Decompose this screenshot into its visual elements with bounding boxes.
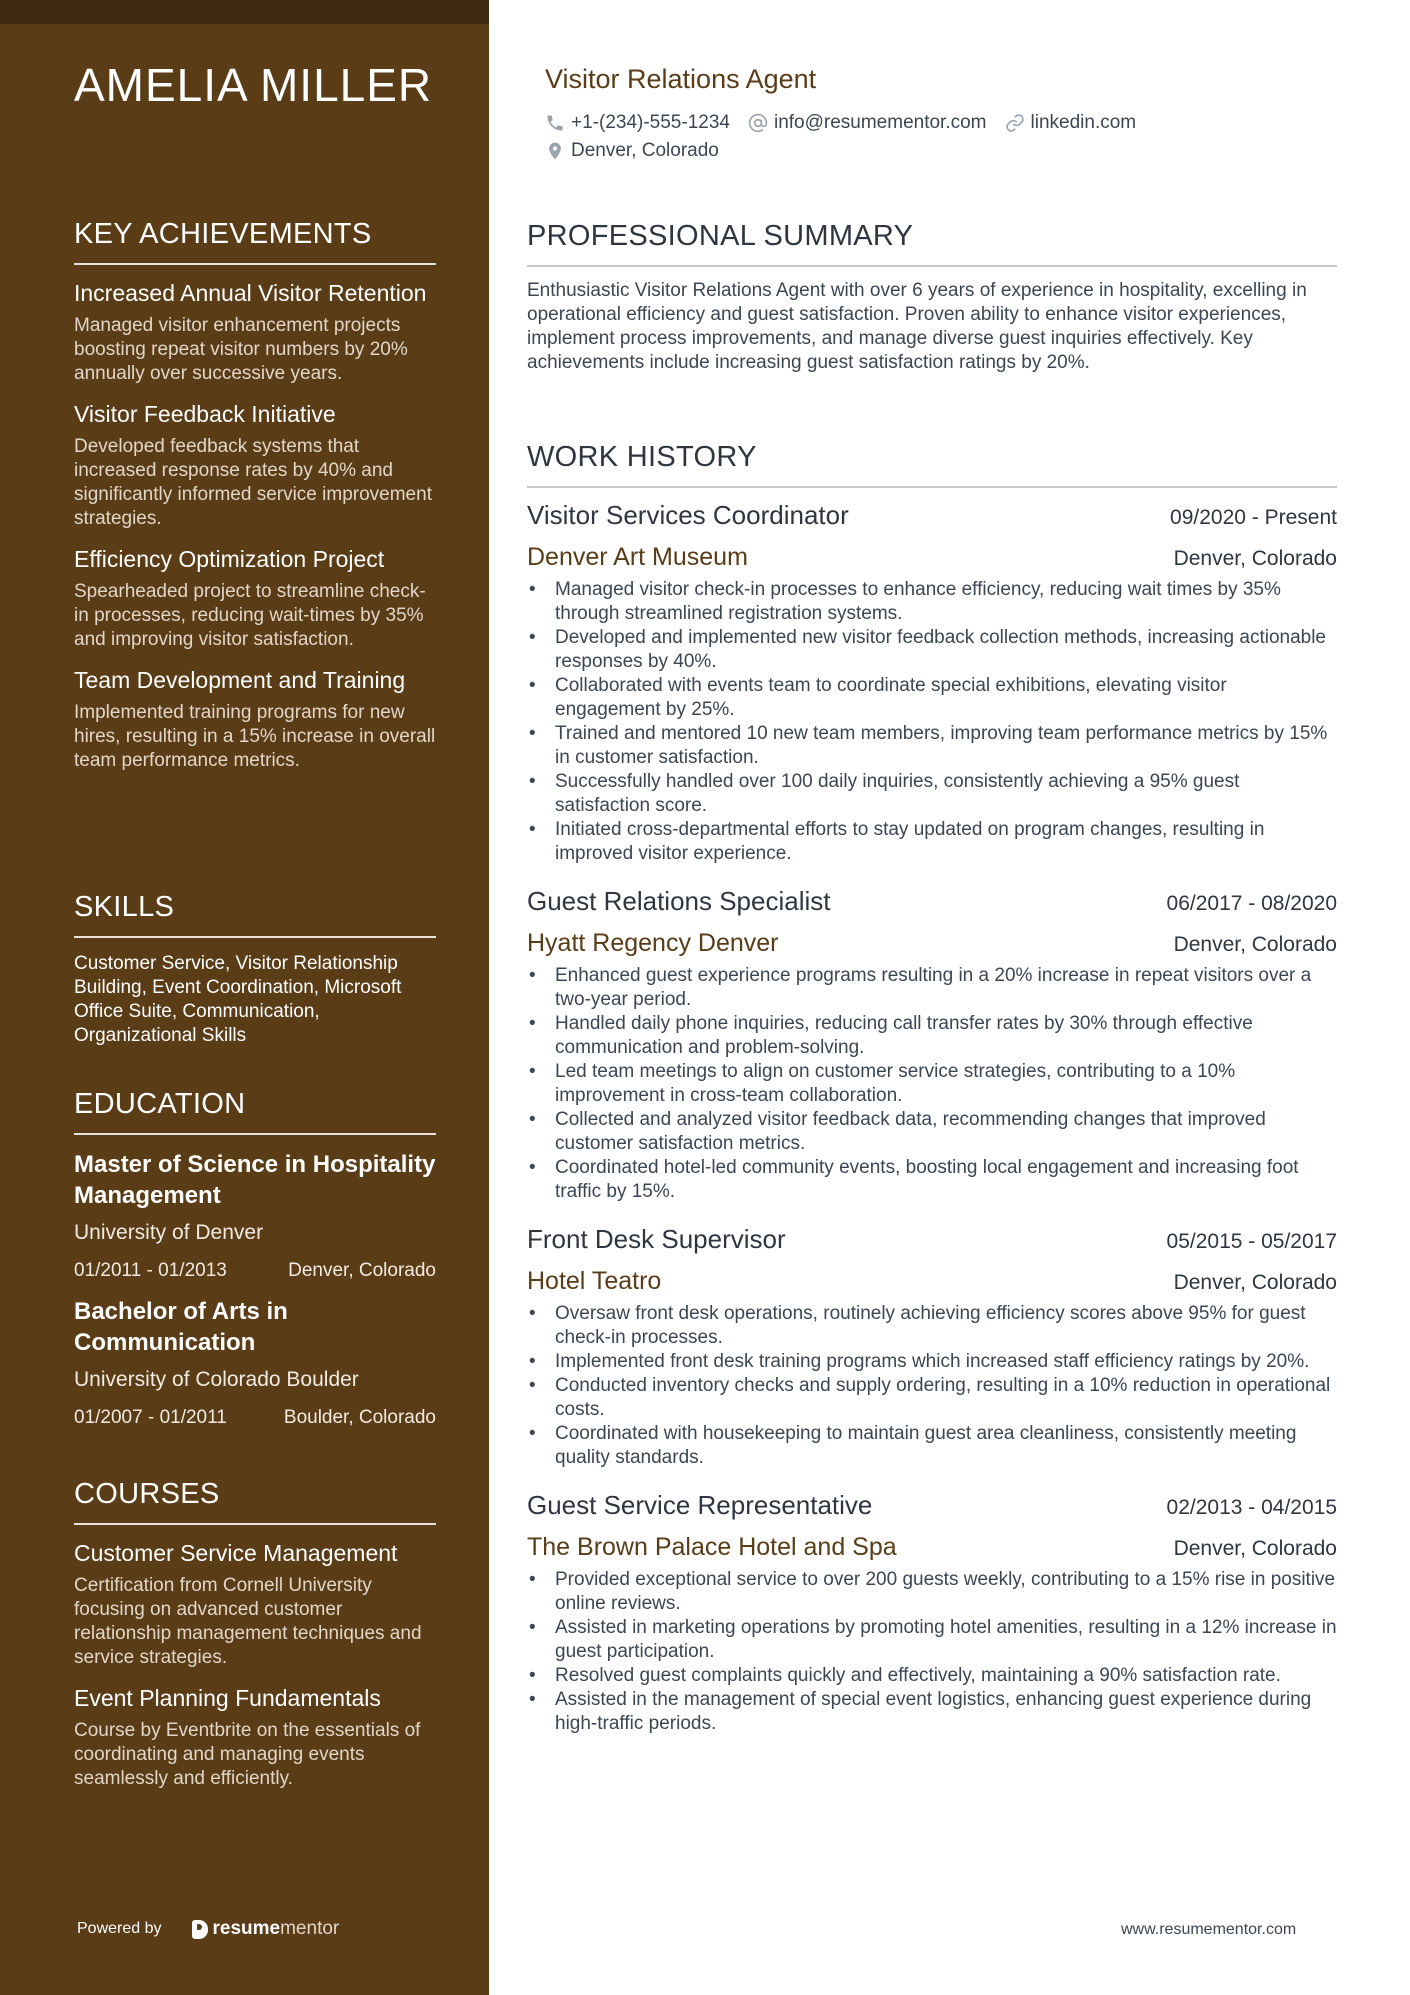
achievement-item <box>74 279 436 386</box>
job-bullet: • Handled daily phone inquiries, reducing call transfer rates by 30% through effective communication and problem-solving. <box>527 1012 1337 1060</box>
education-item <box>74 1149 436 1282</box>
education-location: Denver, Colorado <box>288 1260 436 1281</box>
job-bullet: • Implemented front desk training programs which increased staff efficiency ratings by 20%. <box>527 1350 1337 1374</box>
job-subheader <box>527 543 1337 572</box>
education-item <box>74 1296 436 1429</box>
job-company: Hotel Teatro <box>527 1267 662 1295</box>
job-location: Denver, Colorado <box>1173 547 1337 570</box>
job-location: Denver, Colorado <box>1173 1271 1337 1294</box>
location-text: Denver, Colorado <box>571 140 719 161</box>
work-history-section <box>527 441 1337 1736</box>
job-entry <box>527 1224 1337 1470</box>
education-meta <box>74 1407 436 1429</box>
sidebar <box>0 0 489 1995</box>
job-company: The Brown Palace Hotel and Spa <box>527 1533 897 1561</box>
email-text: info@resumementor.com <box>773 112 987 133</box>
education-dates: 01/2011 - 01/2013 <box>74 1260 227 1281</box>
achievement-desc: Spearheaded project to streamline check-in processes, reducing wait-times by 35% and improving visitor satisfaction. <box>74 581 426 650</box>
job-entry <box>527 1490 1337 1736</box>
achievement-desc: Managed visitor enhancement projects boosting repeat visitor numbers by 20% annually over successive years. <box>74 315 408 384</box>
job-bullet: • Trained and mentored 10 new team members, improving team performance metrics by 15% in customer satisfaction. <box>527 722 1337 770</box>
job-company: Denver Art Museum <box>527 543 748 571</box>
job-bullets <box>527 578 1337 866</box>
skills-heading: SKILLS <box>74 891 436 938</box>
link-icon <box>1005 113 1025 133</box>
job-bullet: • Oversaw front desk operations, routinely achieving efficiency scores above 95% for guest check-in processes. <box>527 1302 1337 1350</box>
job-bullet: • Successfully handled over 100 daily inquiries, consistently achieving a 95% guest satisfaction score. <box>527 770 1337 818</box>
work-history-heading: WORK HISTORY <box>527 441 1337 488</box>
job-bullet: • Collected and analyzed visitor feedback data, recommending changes that improved customer satisfaction metrics. <box>527 1108 1337 1156</box>
job-company: Hyatt Regency Denver <box>527 929 779 957</box>
job-bullet: • Managed visitor check-in processes to enhance efficiency, reducing wait times by 35% through streamlined registration systems. <box>527 578 1337 626</box>
job-bullet: • Initiated cross-departmental efforts to stay updated on program changes, resulting in improved visitor experience. <box>527 818 1337 866</box>
job-subheader <box>527 929 1337 958</box>
contact-linkedin[interactable] <box>1005 112 1137 134</box>
job-role: Visitor Services Coordinator <box>527 500 849 530</box>
skills-section <box>74 891 436 1048</box>
achievement-title: Increased Annual Visitor Retention <box>74 280 427 306</box>
education-degree: Master of Science in Hospitality Management <box>74 1151 436 1209</box>
job-role: Guest Relations Specialist <box>527 886 831 916</box>
job-bullet: • Resolved guest complaints quickly and effectively, maintaining a 90% satisfaction rate. <box>527 1664 1337 1688</box>
skills-list: Customer Service, Visitor Relationship Building, Event Coordination, Microsoft Office Suite, Communication, Organizational Skills <box>74 953 402 1046</box>
education-school: University of Denver <box>74 1221 264 1244</box>
key-achievements-heading: KEY ACHIEVEMENTS <box>74 218 436 265</box>
education-heading: EDUCATION <box>74 1088 436 1135</box>
logo-text-light: mentor <box>280 1918 340 1939</box>
education-section <box>74 1088 436 1429</box>
education-school: University of Colorado Boulder <box>74 1368 359 1391</box>
contact-row <box>545 140 1325 162</box>
education-meta <box>74 1260 436 1282</box>
job-bullet: • Led team meetings to align on customer service strategies, contributing to a 10% improvement in cross-team collaboration. <box>527 1060 1337 1108</box>
course-item <box>74 1539 436 1670</box>
job-bullet: • Coordinated with housekeeping to maintain guest area cleanliness, consistently meeting quality standards. <box>527 1422 1337 1470</box>
job-role: Guest Service Representative <box>527 1490 873 1520</box>
courses-heading: COURSES <box>74 1478 436 1525</box>
job-header <box>527 886 1337 917</box>
job-header <box>527 500 1337 531</box>
phone-text: +1-(234)-555-1234 <box>571 112 730 133</box>
job-bullet: • Developed and implemented new visitor feedback collection methods, increasing actionable responses by 40%. <box>527 626 1337 674</box>
courses-section <box>74 1478 436 1791</box>
course-title: Customer Service Management <box>74 1540 398 1566</box>
location-pin-icon <box>545 141 565 161</box>
course-item <box>74 1684 436 1791</box>
at-sign-icon <box>748 113 768 133</box>
education-dates: 01/2007 - 01/2011 <box>74 1407 227 1428</box>
job-header <box>527 1224 1337 1255</box>
linkedin-text: linkedin.com <box>1030 112 1137 133</box>
key-achievements-section <box>74 218 436 773</box>
job-dates: 05/2015 - 05/2017 <box>1166 1230 1337 1253</box>
achievement-desc: Implemented training programs for new hires, resulting in a 15% increase in overall team performance metrics. <box>74 702 436 771</box>
contact-phone[interactable] <box>545 112 730 134</box>
job-bullets <box>527 1302 1337 1470</box>
achievement-item <box>74 400 436 531</box>
job-location: Denver, Colorado <box>1173 933 1337 956</box>
job-dates: 06/2017 - 08/2020 <box>1166 892 1337 915</box>
job-entry <box>527 886 1337 1204</box>
summary-text: Enthusiastic Visitor Relations Agent with over 6 years of experience in hospitality, excelling in operational efficiency and guest satisfaction. Proven ability to enhance visitor experiences, implement process improvements, and manage diverse guest inquiries effectively. Key achievements include increasing guest satisfaction ratings by 20%. <box>527 280 1307 373</box>
course-title: Event Planning Fundamentals <box>74 1685 381 1711</box>
education-degree: Bachelor of Arts in Communication <box>74 1298 288 1356</box>
powered-by <box>77 1918 339 1940</box>
contact-row <box>545 112 1325 134</box>
logo-mark-icon <box>192 1920 208 1939</box>
footer-website-link[interactable]: www.resumementor.com <box>1121 1921 1297 1938</box>
contact-info <box>545 112 1325 168</box>
achievement-desc: Developed feedback systems that increased response rates by 40% and significantly informed service improvement strategies. <box>74 436 432 529</box>
job-role: Front Desk Supervisor <box>527 1224 786 1254</box>
job-subheader <box>527 1533 1337 1562</box>
summary-heading: PROFESSIONAL SUMMARY <box>527 220 1337 267</box>
education-location: Boulder, Colorado <box>283 1407 436 1428</box>
contact-location <box>545 140 719 162</box>
achievement-title: Efficiency Optimization Project <box>74 546 385 572</box>
logo-text-bold: resume <box>212 1918 281 1939</box>
achievement-item <box>74 666 436 773</box>
phone-icon <box>545 113 565 133</box>
job-bullet: • Coordinated hotel-led community events, boosting local engagement and increasing foot traffic by 15%. <box>527 1156 1337 1204</box>
course-desc: Certification from Cornell University focusing on advanced customer relationship management techniques and service strategies. <box>74 1575 422 1668</box>
job-bullet: • Provided exceptional service to over 200 guests weekly, contributing to a 15% rise in positive online reviews. <box>527 1568 1337 1616</box>
job-bullet: • Assisted in the management of special event logistics, enhancing guest experience during high-traffic periods. <box>527 1688 1337 1736</box>
sidebar-top-bar <box>0 0 489 24</box>
job-bullets <box>527 964 1337 1204</box>
resumementor-logo[interactable] <box>192 1918 340 1940</box>
job-dates: 09/2020 - Present <box>1170 506 1337 529</box>
job-bullet: • Assisted in marketing operations by promoting hotel amenities, resulting in a 12% increase in guest participation. <box>527 1616 1337 1664</box>
course-desc: Course by Eventbrite on the essentials of coordinating and managing events seamlessly and efficiently. <box>74 1720 421 1789</box>
job-bullet: • Collaborated with events team to coordinate special exhibitions, elevating visitor engagement by 25%. <box>527 674 1337 722</box>
professional-summary-section <box>527 220 1337 375</box>
candidate-name: AMELIA MILLER <box>74 59 433 111</box>
achievement-title: Team Development and Training <box>74 667 406 693</box>
job-dates: 02/2013 - 04/2015 <box>1166 1496 1337 1519</box>
job-subheader <box>527 1267 1337 1296</box>
job-title: Visitor Relations Agent <box>545 64 817 94</box>
powered-by-label: Powered by <box>77 1920 162 1937</box>
job-location: Denver, Colorado <box>1173 1537 1337 1560</box>
job-entry <box>527 500 1337 866</box>
job-bullet: • Conducted inventory checks and supply ordering, resulting in a 10% reduction in operational costs. <box>527 1374 1337 1422</box>
job-bullets <box>527 1568 1337 1736</box>
job-bullet: • Enhanced guest experience programs resulting in a 20% increase in repeat visitors over a two-year period. <box>527 964 1337 1012</box>
contact-email[interactable] <box>748 112 987 134</box>
job-header <box>527 1490 1337 1521</box>
achievement-item <box>74 545 436 652</box>
achievement-title: Visitor Feedback Initiative <box>74 401 336 427</box>
